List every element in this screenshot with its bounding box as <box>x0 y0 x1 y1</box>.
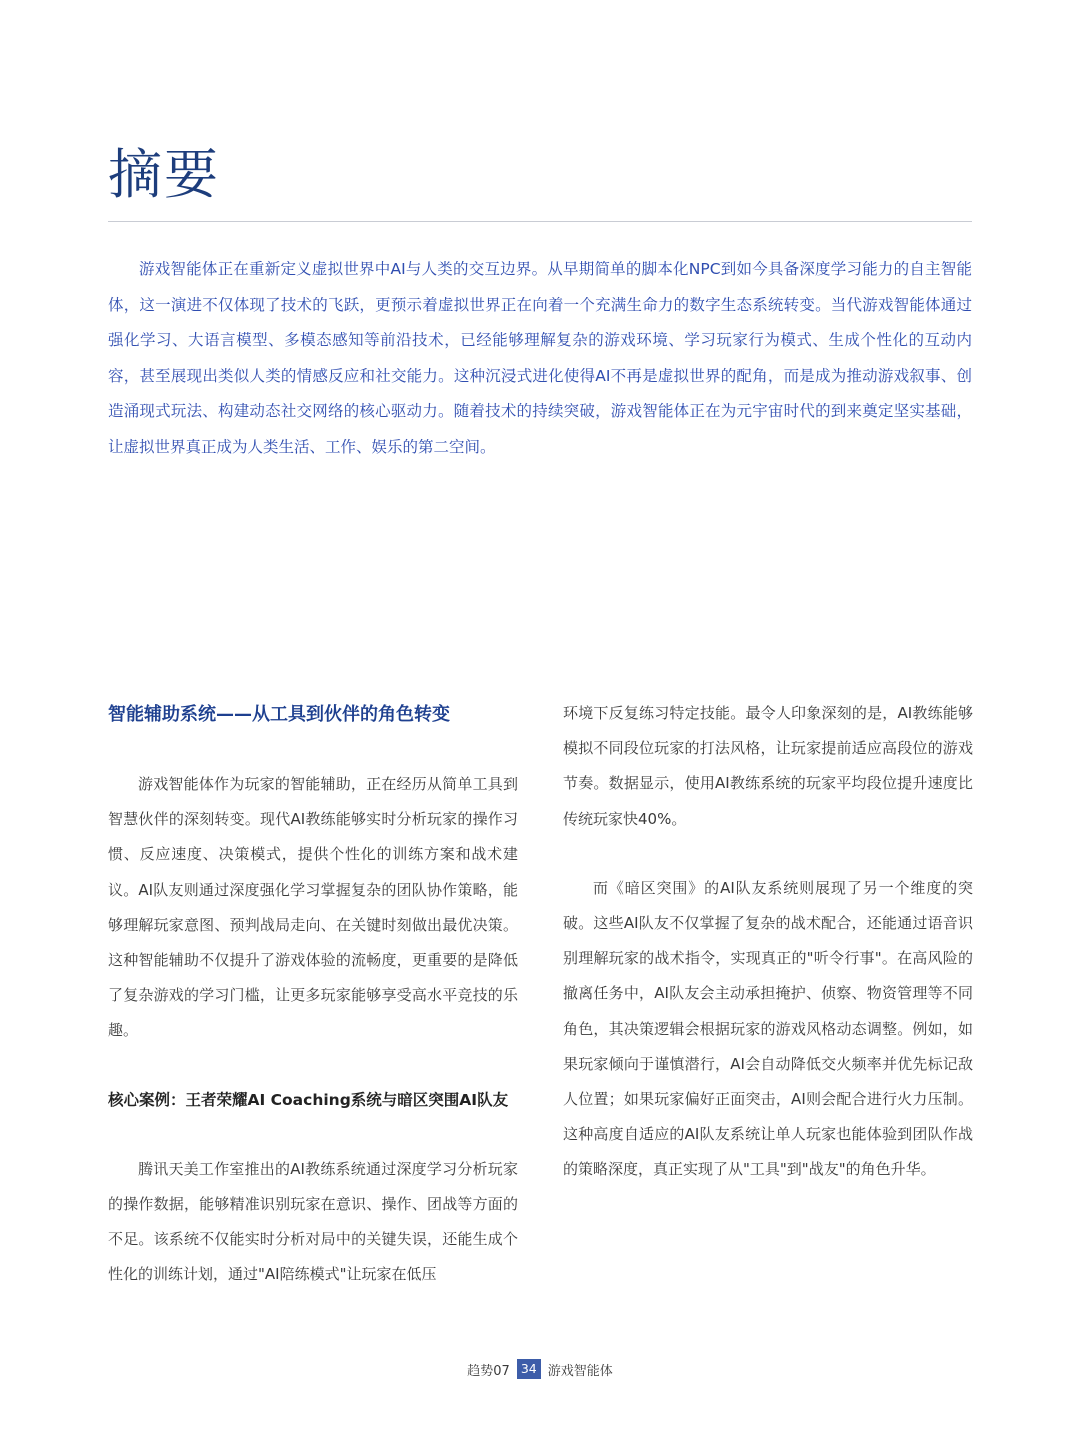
section-paragraph-2-continued: 环境下反复练习特定技能。最令人印象深刻的是，AI教练能够模拟不同段位玩家的打法风格，让玩家提前适应高段位的游戏节奏。数据显示，使用AI教练系统的玩家平均段位提升速度比传统玩家快40%。 <box>563 704 973 828</box>
case-heading: 核心案例：王者荣耀AI Coaching系统与暗区突围AI队友 <box>108 1090 509 1109</box>
section-heading: 智能辅助系统——从工具到伙伴的角色转变 <box>108 704 450 725</box>
right-column <box>563 696 973 1188</box>
section-paragraph-2: 腾讯天美工作室推出的AI教练系统通过深度学习分析玩家的操作数据，能够精准识别玩家在意识、操作、团战等方面的不足。该系统不仅能实时分析对局中的关键失误，还能生成个性化的训练计划，通过"AI陪练模式"让玩家在低压 <box>108 1159 518 1284</box>
page-footer <box>0 1359 1080 1379</box>
title-divider <box>108 221 972 222</box>
page-number: 34 <box>517 1359 541 1379</box>
section-paragraph-1: 游戏智能体作为玩家的智能辅助，正在经历从简单工具到智慧伙伴的深刻转变。现代AI教练能够实时分析玩家的操作习惯、反应速度、决策模式，提供个性化的训练方案和战术建议。AI队友则通过深度强化学习掌握复杂的团队协作策略，能够理解玩家意图、预判战局走向、在关键时刻做出最优决策。这种智能辅助不仅提升了游戏体验的流畅度，更重要的是降低了复杂游戏的学习门槛，让更多玩家能够享受高水平竞技的乐趣。 <box>108 775 518 1040</box>
section-paragraph-3: 而《暗区突围》的AI队友系统则展现了另一个维度的突破。这些AI队友不仅掌握了复杂的战术配合，还能通过语音识别理解玩家的战术指令，实现真正的"听令行事"。在高风险的撤离任务中，AI队友会主动承担掩护、侦察、物资管理等不同角色，其决策逻辑会根据玩家的游戏风格动态调整。例如，如果玩家倾向于谨慎潜行，AI会自动降低交火频率并优先标记敌人位置；如果玩家偏好正面突击，AI则会配合进行火力压制。这种高度自适应的AI队友系统让单人玩家也能体验到团队作战的策略深度，真正实现了从"工具"到"战友"的角色升华。 <box>563 878 973 1179</box>
page-title: 摘要 <box>108 143 220 206</box>
footer-chapter-label: 游戏智能体 <box>547 1363 613 1379</box>
footer-section-label: 趋势07 <box>467 1363 510 1379</box>
abstract-paragraph: 游戏智能体正在重新定义虚拟世界中AI与人类的交互边界。从早期简单的脚本化NPC到如今具备深度学习能力的自主智能体，这一演进不仅体现了技术的飞跃，更预示着虚拟世界正在向着一个充满生命力的数字生态系统转变。当代游戏智能体通过强化学习、大语言模型、多模态感知等前沿技术，已经能够理解复杂的游戏环境、学习玩家行为模式、生成个性化的互动内容，甚至展现出类似人类的情感反应和社交能力。这种沉浸式进化使得AI不再是虚拟世界的配角，而是成为推动游戏叙事、创造涌现式玩法、构建动态社交网络的核心驱动力。随着技术的持续突破，游戏智能体正在为元宇宙时代的到来奠定坚实基础，让虚拟世界真正成为人类生活、工作、娱乐的第二空间。 <box>108 260 972 456</box>
left-column <box>108 696 518 1292</box>
